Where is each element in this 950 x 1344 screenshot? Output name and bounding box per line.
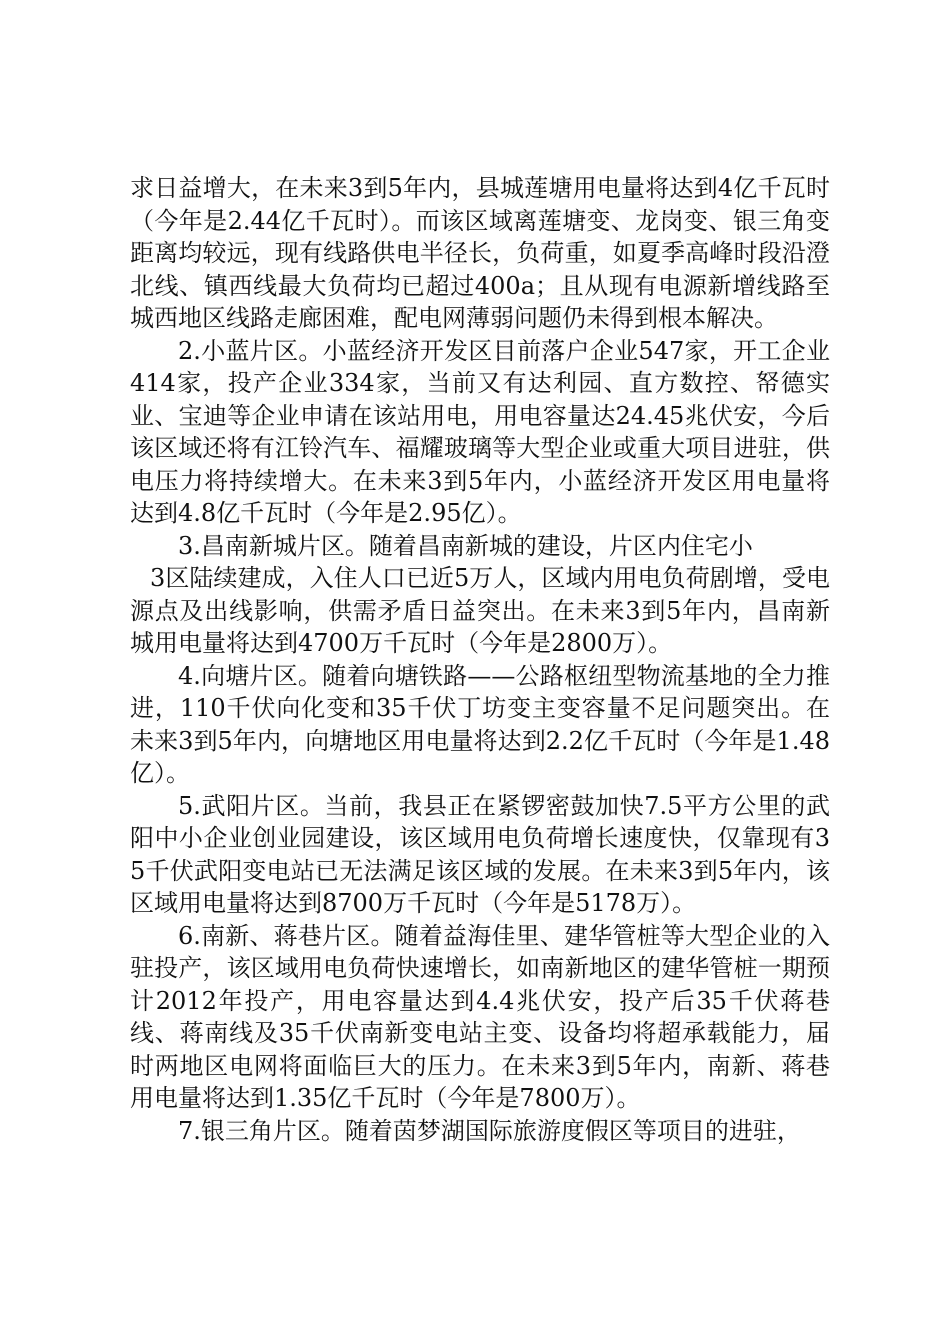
paragraph-wuyang: 5.武阳片区。当前，我县正在紧锣密鼓加快7.5平方公里的武阳中小企业创业园建设，该区域用电负荷增长速度快，仅靠现有35千伏武阳变电站已无法满足该区域的发展。在未来3到5年内，该区域用电量将达到8700万千瓦时（今年是5178万）。 bbox=[130, 791, 830, 917]
paragraph-changnan-continued: 3区陆续建成，入住人口已近5万人，区域内用电负荷剧增，受电源点及出线影响，供需矛盾日益突出。在未来3到5年内，昌南新城用电量将达到4700万千瓦时（今年是2800万）。 bbox=[130, 564, 830, 657]
document-body bbox=[130, 172, 830, 1147]
paragraph-nanxin-jiangxiang: 6.南新、蒋巷片区。随着益海佳里、建华管桩等大型企业的入驻投产，该区域用电负荷快速增长，如南新地区的建华管桩一期预计2012年投产，用电容量达到4.4兆伏安，投产后35千伏蒋巷线、蒋南线及35千伏南新变电站主变、设备均将超承载能力，届时两地区电网将面临巨大的压力。在未来3到5年内，南新、蒋巷用电量将达到1.35亿千瓦时（今年是7800万）。 bbox=[130, 921, 830, 1112]
paragraph-continuation: 求日益增大，在未来3到5年内，县城莲塘用电量将达到4亿千瓦时（今年是2.44亿千瓦时）。而该区域离莲塘变、龙岗变、银三角变距离均较远，现有线路供电半径长，负荷重，如夏季高峰时段沿澄北线、镇西线最大负荷均已超过400a；且从现有电源新增线路至城西地区线路走廊困难，配电网薄弱问题仍未得到根本解决。 bbox=[130, 174, 830, 332]
paragraph-xiaolan: 2.小蓝片区。小蓝经济开发区目前落户企业547家，开工企业414家，投产企业334家，当前又有达利园、直方数控、帑德实业、宝迪等企业申请在该站用电，用电容量达24.45兆伏安，今后该区域还将有江铃汽车、福耀玻璃等大型企业或重大项目进驻，供电压力将持续增大。在未来3到5年内，小蓝经济开发区用电量将达到4.8亿千瓦时（今年是2.95亿）。 bbox=[130, 336, 830, 527]
paragraph-yinsanjiao: 7.银三角片区。随着茵梦湖国际旅游度假区等项目的进驻， bbox=[178, 1116, 801, 1145]
paragraph-changnan: 3.昌南新城片区。随着昌南新城的建设，片区内住宅小 bbox=[178, 531, 753, 560]
paragraph-xiangtang: 4.向塘片区。随着向塘铁路——公路枢纽型物流基地的全力推进，110千伏向化变和35千伏丁坊变主变容量不足问题突出。在未来3到5年内，向塘地区用电量将达到2.2亿千瓦时（今年是1.48亿）。 bbox=[130, 661, 830, 787]
